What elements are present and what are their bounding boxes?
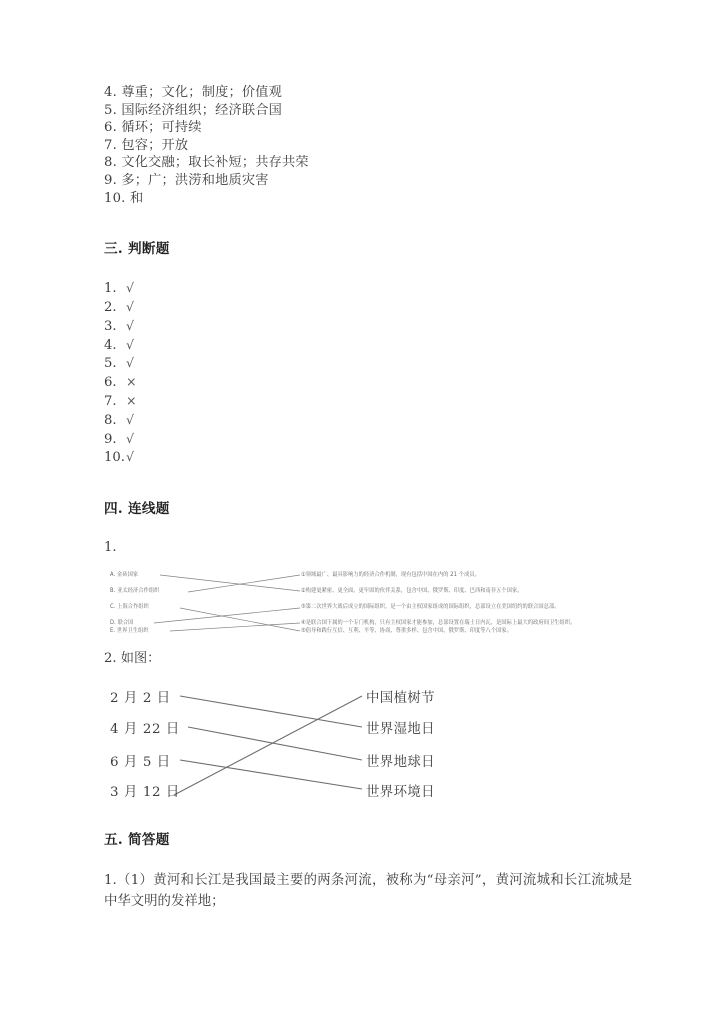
answer-line: 5. 国际经济组织；经济联合国 [104,102,283,118]
matching-left-item[interactable]: B. 亚太经济合作组织 [110,587,160,595]
answer-line: 7. 包容；开放 [104,137,189,153]
true-false-item [104,392,634,411]
true-false-item [104,336,634,355]
matching-right-item[interactable]: ⑤倡导和践行互信、互利、平等、协商、尊重多样、包含中国、俄罗斯、印度等八个国家。 [301,627,512,635]
short-answer-paragraph: 1.（1）黄河和长江是我国最主要的两条河流，被称为“母亲河”，黄河流城和长江流城是中华文明的发祥地； [104,873,632,910]
matching-q1-label: 1. [104,540,117,556]
true-false-item [104,411,634,430]
item-number: 1. [104,281,117,297]
fill-in-answers-list [104,84,634,207]
event-right-item[interactable]: 世界地球日 [366,755,435,771]
true-false-item [104,448,634,467]
date-left-item[interactable]: 2 月 2 日 [110,691,171,707]
matching-diagram-organizations [104,565,620,637]
document-content [104,84,634,912]
true-false-item [104,430,634,449]
matching-q2-label: 2. 如图： [104,651,161,667]
answer-line: 8. 文化交融；取长补短；共存共荣 [104,155,309,171]
event-right-item[interactable]: 世界湿地日 [366,722,435,738]
item-number: 10. [104,450,125,466]
item-number: 6. [104,375,117,391]
answer-mark: √ [126,298,135,314]
answer-line: 9. 多；广；洪涝和地质灾害 [104,172,269,188]
item-number: 3. [104,318,117,334]
section-heading-matching: 四. 连线题 [104,501,170,518]
matching-right-item[interactable]: ①领域最广、最具影响力的经济合作机制，现有包括中国在内的 21 个成员。 [301,571,480,579]
answer-mark: × [126,392,137,408]
item-number: 7. [104,393,117,409]
matching-left-item[interactable]: D. 联合国 [110,619,134,627]
answer-line: 4. 尊重；文化；制度；价值观 [104,85,283,100]
true-false-item [104,354,634,373]
answer-mark: √ [126,336,135,352]
true-false-item [104,317,634,336]
true-false-item [104,279,634,298]
answer-mark: √ [126,355,135,371]
section-heading-true-false: 三. 判断题 [104,241,170,258]
item-number: 9. [104,431,117,447]
date-left-item[interactable]: 6 月 5 日 [110,755,171,771]
item-number: 8. [104,412,117,428]
answer-mark: √ [126,430,135,446]
matching-right-item[interactable]: ③第二次世界大战后成立的国际组织，是一个由主权国家组成的国际组织，总部设立在美国纽约的联合国总部。 [301,603,560,611]
event-right-item[interactable]: 世界环境日 [366,785,435,801]
answer-mark: × [126,374,137,390]
matching-left-item[interactable]: E. 世界卫生组织 [110,627,149,635]
true-false-item [104,373,634,392]
section-heading-short-answer: 五. 简答题 [104,832,170,849]
matching-diagram-dates [110,682,490,801]
answer-mark: √ [126,449,135,465]
date-left-item[interactable]: 4 月 22 日 [110,722,180,738]
answer-line: 6. 循环；可持续 [104,120,202,136]
true-false-item [104,298,634,317]
matching-right-item[interactable]: ④是联合国下属的一个专门机构，只有主权国家才能参加，总部设置在瑞士日内瓦，是国际上最大的政府间卫生组织。 [301,619,576,627]
matching-left-item[interactable]: A. 金砖国家 [110,571,139,579]
answer-mark: √ [126,411,135,427]
matching-left-item[interactable]: C. 上海合作组织 [110,603,149,611]
item-number: 5. [104,356,117,372]
true-false-list [104,279,634,467]
matching-right-item[interactable]: ②构建更紧密、更全面、更牢固的伙伴关系，包含中国、俄罗斯、印度、巴西和南非五个国家。 [301,587,523,595]
answer-line: 10. 和 [104,190,144,206]
answer-mark: √ [126,317,135,333]
answer-mark: √ [126,280,135,296]
date-left-item[interactable]: 3 月 12 日 [110,785,180,801]
event-right-item[interactable]: 中国植树节 [366,691,435,707]
item-number: 4. [104,337,117,353]
item-number: 2. [104,299,117,315]
